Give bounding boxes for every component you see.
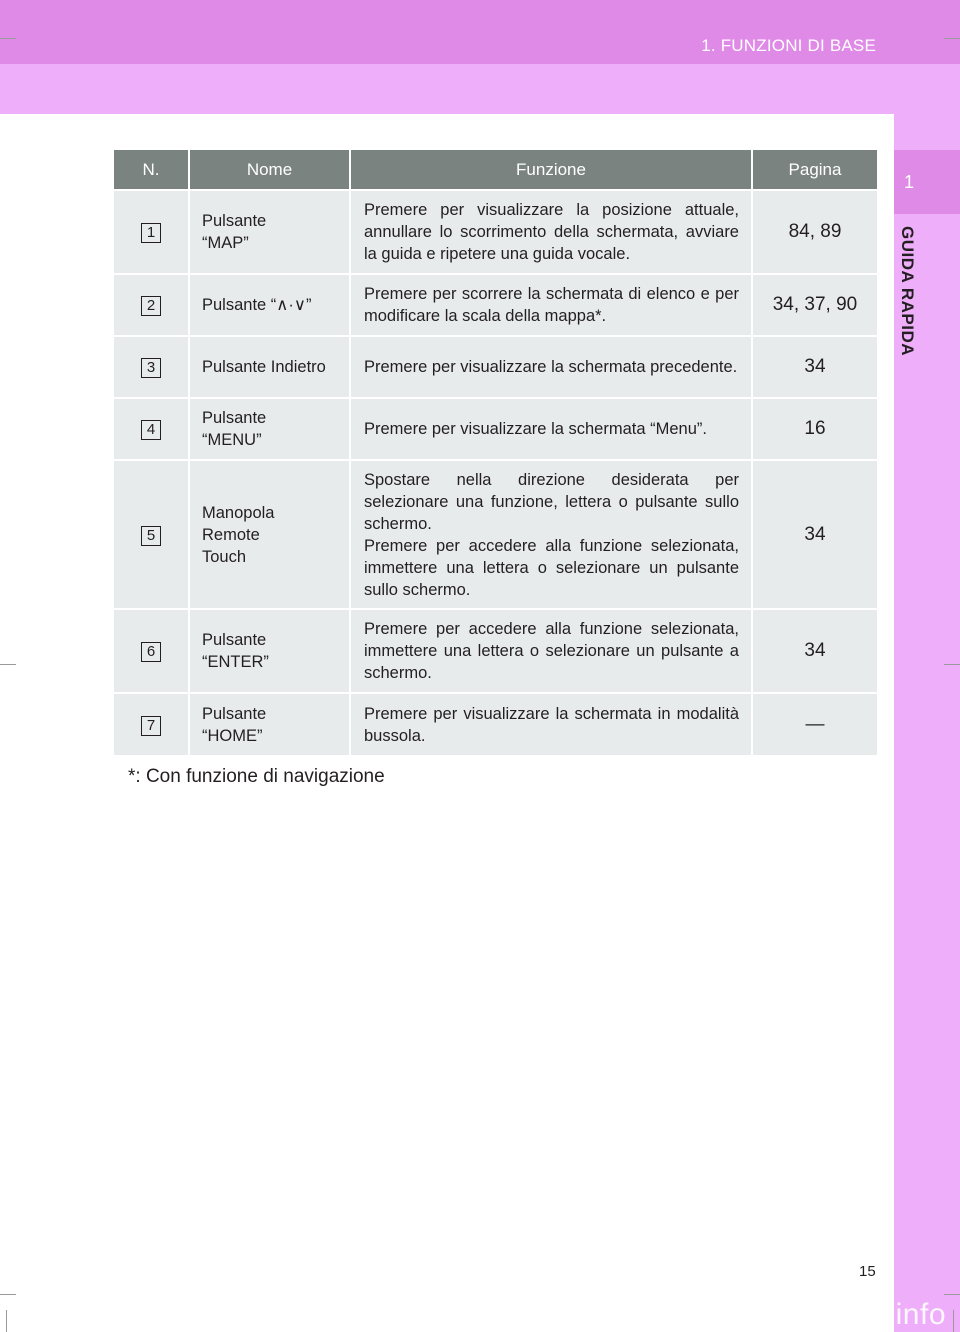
row-page: 34 xyxy=(752,460,877,609)
footnote: *: Con funzione di navigazione xyxy=(128,766,385,787)
row-page: 16 xyxy=(752,398,877,460)
row-function: Premere per visualizzare la schermata in modalità bussola. xyxy=(350,693,752,755)
row-number: 5 xyxy=(141,526,161,546)
row-page: 34 xyxy=(752,336,877,398)
row-function: Premere per accedere alla funzione selezionata, immettere una lettera o selezionare un pulsante a schermo. xyxy=(350,609,752,693)
row-function: Premere per visualizzare la schermata precedente. xyxy=(350,336,752,398)
row-number: 7 xyxy=(141,716,161,736)
row-page: 34, 37, 90 xyxy=(752,274,877,336)
row-function: Premere per visualizzare la posizione attuale, annullare lo scorrimento della schermata, avviare la guida e ripetere una guida vocale. xyxy=(350,190,752,274)
table-row xyxy=(114,460,877,609)
table-row xyxy=(114,190,877,274)
watermark: carmanualsonline.info xyxy=(643,1298,946,1331)
row-name: Pulsante “HOME” xyxy=(189,693,350,755)
row-name: Pulsante “MENU” xyxy=(189,398,350,460)
row-name: Pulsante “∧·∨” xyxy=(189,274,350,336)
row-number: 2 xyxy=(141,296,161,316)
row-function: Spostare nella direzione desiderata per selezionare una funzione, lettera o pulsante sullo schermo. Premere per accedere alla funzione selezionata, immettere una lettera o selezionare un pulsante sullo schermo. xyxy=(350,460,752,609)
row-number: 3 xyxy=(141,358,161,378)
row-name: Pulsante Indietro xyxy=(189,336,350,398)
row-name: Pulsante “MAP” xyxy=(189,190,350,274)
header-number: N. xyxy=(114,150,189,190)
crop-mark xyxy=(944,1294,960,1295)
row-page: — xyxy=(752,693,877,755)
crop-mark xyxy=(953,1310,954,1332)
row-number: 1 xyxy=(141,223,161,243)
table-row xyxy=(114,336,877,398)
header-name: Nome xyxy=(189,150,350,190)
table-row xyxy=(114,693,877,755)
crop-mark xyxy=(0,664,16,665)
crop-mark xyxy=(944,664,960,665)
page-number: 15 xyxy=(859,1263,876,1280)
chapter-title: 1. FUNZIONI DI BASE xyxy=(701,36,876,55)
row-function: Premere per visualizzare la schermata “Menu”. xyxy=(350,398,752,460)
chapter-label: GUIDA RAPIDA xyxy=(898,226,917,357)
row-name: Pulsante “ENTER” xyxy=(189,609,350,693)
crop-mark xyxy=(944,38,960,39)
row-number: 6 xyxy=(141,642,161,662)
chapter-number: 1 xyxy=(904,172,915,192)
table-row xyxy=(114,274,877,336)
crop-mark xyxy=(6,1310,7,1332)
crop-mark xyxy=(0,38,16,39)
header-function: Funzione xyxy=(350,150,752,190)
controls-table xyxy=(114,150,877,755)
row-number: 4 xyxy=(141,420,161,440)
row-function: Premere per scorrere la schermata di elenco e per modificare la scala della mappa*. xyxy=(350,274,752,336)
header-page: Pagina xyxy=(752,150,877,190)
table-row xyxy=(114,609,877,693)
row-page: 34 xyxy=(752,609,877,693)
crop-mark xyxy=(0,1294,16,1295)
table-row xyxy=(114,398,877,460)
row-name: Manopola Remote Touch xyxy=(189,460,350,609)
row-page: 84, 89 xyxy=(752,190,877,274)
table-header-row xyxy=(114,150,877,190)
